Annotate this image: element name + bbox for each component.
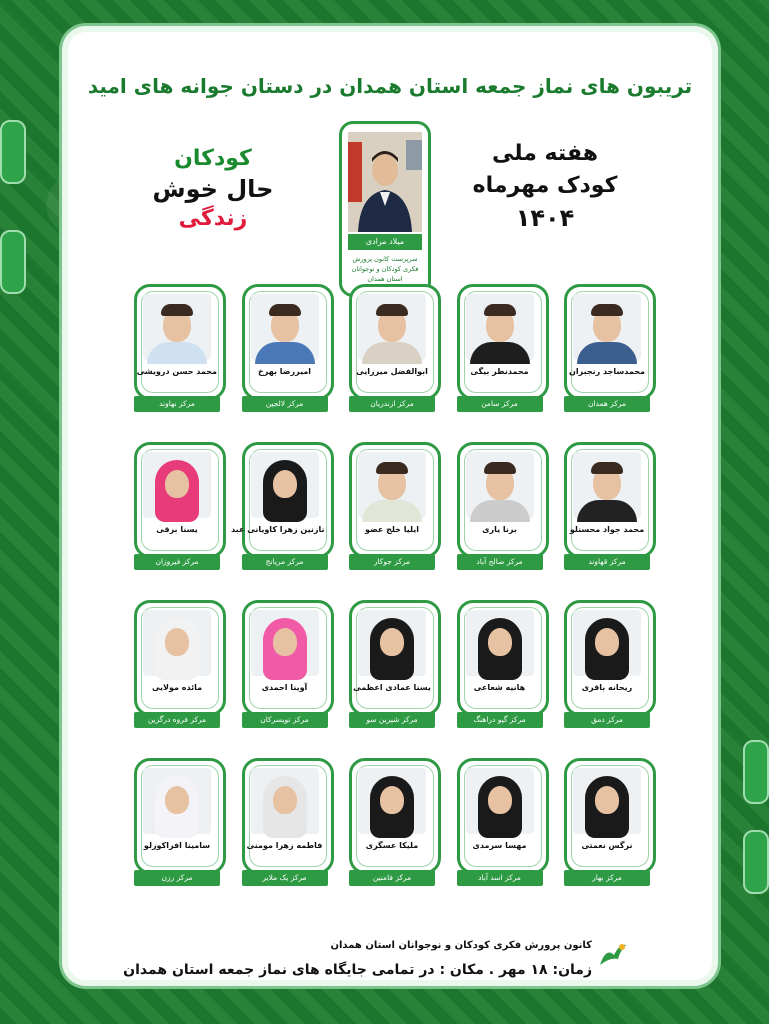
participant-name: آوینا احمدی	[261, 683, 308, 692]
week-year: ۱۴۰۴	[515, 204, 575, 232]
side-ornament	[743, 740, 769, 804]
participant-photo	[251, 294, 319, 360]
participant-name: فاطمه زهرا مومنی	[246, 841, 323, 850]
participant-card	[564, 758, 650, 888]
week-line-1: هفته ملی	[492, 141, 598, 166]
side-ornament	[0, 120, 26, 184]
participants-grid	[130, 284, 650, 888]
participant-name: ریحانه باقری	[581, 683, 633, 692]
participant-photo	[573, 452, 641, 518]
poster-title: تریبون های نماز جمعه استان همدان در دستان جوانه های امید	[87, 74, 693, 98]
participant-name: نازنین زهرا کاویانی عبد	[231, 525, 325, 534]
participant-center: مرکز رزن	[134, 870, 220, 886]
footer-organization: کانون پرورش فکری کودکان و نوجوانان استان همدان	[330, 940, 592, 951]
slogan-line-3: زندگی	[178, 206, 248, 231]
participant-name: محمد حسن درویشی	[136, 367, 217, 376]
participant-name: سامینا افراکوزلو	[143, 841, 211, 850]
participant-center: مرکز اسد آباد	[457, 870, 543, 886]
participant-center: مرکز فروه درگزین	[134, 712, 220, 728]
participant-name: ایلیا خلج عضو	[364, 525, 419, 534]
head-name: میلاد مرادی	[348, 234, 422, 250]
participant-card	[231, 442, 328, 572]
participant-center: مرکز صالح آباد	[457, 554, 543, 570]
participant-center: مرکز فیروزان	[134, 554, 220, 570]
participant-card	[134, 284, 220, 414]
participant-name: محمد جواد محسنلو	[569, 525, 645, 534]
participant-name: مائده مولایی	[151, 683, 203, 692]
participant-photo	[573, 768, 641, 834]
slogan	[138, 144, 288, 234]
side-ornament	[0, 230, 26, 294]
participant-name: ملیکا عسگری	[365, 841, 419, 850]
participant-card	[349, 600, 435, 730]
participant-photo	[466, 610, 534, 676]
participant-card	[242, 758, 328, 888]
participant-center: مرکز قهاوند	[564, 554, 650, 570]
participant-center: مرکز یک ملایر	[242, 870, 328, 886]
participant-photo	[573, 610, 641, 676]
participant-card	[134, 442, 220, 572]
participant-name: امیررضا بهرخ	[257, 367, 312, 376]
participant-photo	[466, 452, 534, 518]
participant-photo	[466, 768, 534, 834]
participant-center: مرکز همدان	[564, 396, 650, 412]
participant-card	[564, 600, 650, 730]
participant-name: مهسا سرمدی	[472, 841, 527, 850]
participant-name: یسنا عمادی اعظمی	[353, 683, 431, 692]
participant-photo	[143, 768, 211, 834]
participant-photo	[358, 768, 426, 834]
participant-card	[457, 442, 543, 572]
participant-card	[242, 284, 328, 414]
participant-name: برنا یاری	[482, 525, 517, 534]
participant-photo	[143, 610, 211, 676]
participant-card	[134, 758, 220, 888]
participant-center: مرکز گیو دراهنگ	[457, 712, 543, 728]
participant-photo	[573, 294, 641, 360]
participant-center: مرکز لالجین	[242, 396, 328, 412]
participant-name: ابوالفضل میرزایی	[356, 367, 428, 376]
participant-center: مرکز دمق	[564, 712, 650, 728]
participant-card	[564, 284, 650, 414]
participant-center: مرکز تویسرکان	[242, 712, 328, 728]
slogan-line-1: کودکان	[174, 146, 252, 171]
participant-photo	[358, 452, 426, 518]
participant-photo	[466, 294, 534, 360]
side-ornament	[743, 830, 769, 894]
footer-event-info: زمان: ۱۸ مهر . مکان : در تمامی جایگاه های نماز جمعه استان همدان	[123, 962, 592, 978]
participant-center: مرکز فامنین	[349, 870, 435, 886]
participant-card	[457, 284, 543, 414]
slogan-line-2: حال خوش	[152, 175, 274, 203]
participant-card	[349, 284, 435, 414]
participant-card	[349, 442, 435, 572]
participant-card	[349, 758, 435, 888]
participant-center: مرکز نهاوند	[134, 396, 220, 412]
participant-center: مرکز ازندریان	[349, 396, 435, 412]
head-role: سرپرست کانون پرورش فکری کودکان و نوجوانان استان همدان	[351, 255, 419, 283]
participant-photo	[358, 294, 426, 360]
poster-card	[68, 32, 712, 980]
participant-card	[457, 600, 543, 730]
participant-center: مرکز سامن	[457, 396, 543, 412]
participant-name: نرگس نعمتی	[581, 841, 633, 850]
participant-center: مرکز مریانج	[242, 554, 328, 570]
participant-card	[564, 442, 650, 572]
participant-center: مرکز بهار	[564, 870, 650, 886]
children-week-label	[460, 138, 630, 234]
participant-photo	[143, 294, 211, 360]
participant-name: یسنا برقی	[156, 525, 198, 534]
participant-card	[134, 600, 220, 730]
head-profile-card	[339, 121, 431, 297]
kanoon-logo-icon	[596, 937, 630, 971]
head-photo	[348, 132, 422, 232]
week-line-2: کودک مهرماه	[472, 173, 618, 198]
participant-photo	[251, 452, 319, 518]
participant-card	[242, 600, 328, 730]
participant-card	[457, 758, 543, 888]
participant-photo	[358, 610, 426, 676]
participant-center: مرکز جوکار	[349, 554, 435, 570]
participant-photo	[143, 452, 211, 518]
participant-photo	[251, 610, 319, 676]
participant-name: محمدنظر بیگی	[470, 367, 529, 376]
participant-name: محمدساجد رنجبران	[569, 367, 645, 376]
participant-photo	[251, 768, 319, 834]
participant-name: هانیه شعاعی	[473, 683, 526, 692]
participant-center: مرکز شیرین سو	[349, 712, 435, 728]
